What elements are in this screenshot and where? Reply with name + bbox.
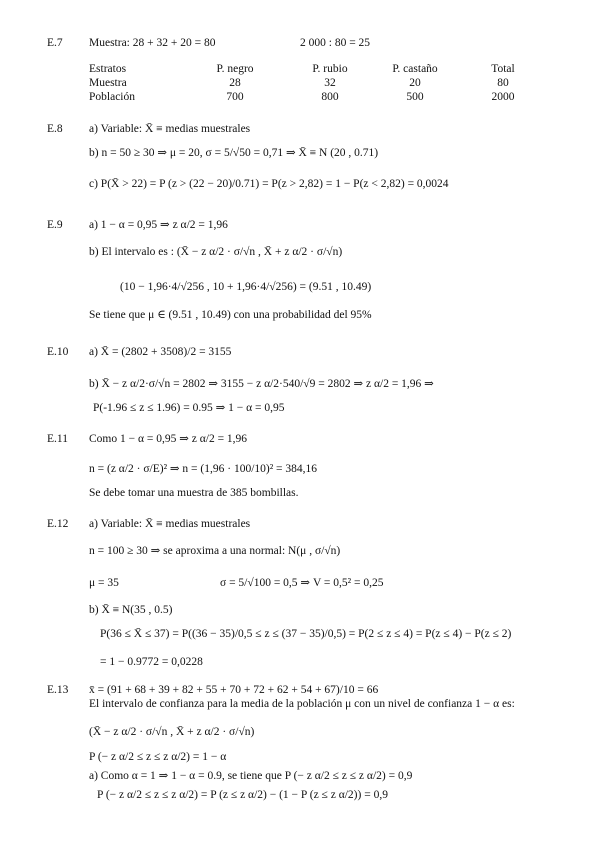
table-cell: 2000 — [491, 91, 515, 104]
e12-line-a: a) Variable: X̄ ≡ medias muestrales — [89, 518, 251, 530]
e13-line-d: P (− z α/2 ≤ z ≤ z α/2) = 1 − α — [89, 751, 227, 763]
table-header: P. castaño — [392, 63, 438, 76]
e10-line-b: b) X̄ − z α/2·σ/√n = 2802 ⇒ 3155 − z α/2·540/√9 = 2802 ⇒ z α/2 = 1,96 ⇒ — [89, 378, 434, 390]
table-header: Estratos — [89, 63, 127, 76]
e9-line-c: Se tiene que μ ∈ (9.51 , 10.49) con una probabilidad del 95% — [89, 309, 372, 321]
exercise-label-e8: E.8 — [47, 123, 63, 135]
e8-line-c: c) P(X̄ > 22) = P (z > (22 − 20)/0.71) = P(z > 2,82) = 1 − P(z < 2,82) = 0,0024 — [89, 178, 449, 190]
exercise-label-e11: E.11 — [47, 433, 68, 445]
e11-line-c: Se debe tomar una muestra de 385 bombillas. — [89, 487, 299, 499]
e11-line-a: Como 1 − α = 0,95 ⇒ z α/2 = 1,96 — [89, 433, 248, 445]
table-cell: 32 — [324, 77, 336, 90]
exercise-label-e13: E.13 — [47, 684, 69, 696]
e12-line-b: n = 100 ≥ 30 ⇒ se aproxima a una normal: N(μ , σ/√n) — [89, 545, 341, 557]
e13-line-f: P (− z α/2 ≤ z ≤ z α/2) = P (z ≤ z α/2) − (1 − P (z ≤ z α/2)) = 0,9 — [97, 789, 388, 801]
e12-line-d: b) X̄ ≡ N(35 , 0.5) — [89, 604, 173, 616]
table-header: P. rubio — [312, 63, 348, 76]
table-cell: 80 — [497, 77, 509, 90]
e10-line-c: P(-1.96 ≤ z ≤ 1.96) = 0.95 ⇒ 1 − α = 0,95 — [93, 402, 285, 414]
strata-table — [89, 63, 551, 105]
e13-line-c: (X̄ − z α/2 · σ/√n , X̄ + z α/2 · σ/√n) — [89, 726, 255, 738]
e12-line-c1: μ = 35 — [89, 577, 119, 589]
e11-line-b: n = (z α/2 · σ/E)² ⇒ n = (1,96 · 100/10)² = 384,16 — [89, 463, 318, 475]
exercise-label-e10: E.10 — [47, 346, 69, 358]
table-cell: 800 — [321, 91, 339, 104]
table-cell: Muestra — [89, 77, 127, 90]
table-cell: 700 — [226, 91, 244, 104]
e7-line1: Muestra: 28 + 32 + 20 = 80 — [89, 37, 216, 49]
table-row — [89, 77, 551, 91]
exercise-label-e12: E.12 — [47, 518, 69, 530]
e9-line-a: a) 1 − α = 0,95 ⇒ z α/2 = 1,96 — [89, 219, 228, 231]
e8-line-b: b) n = 50 ≥ 30 ⇒ μ = 20, σ = 5/√50 = 0,71 ⇒ X̄ ≡ N (20 , 0.71) — [89, 147, 379, 159]
e13-line-e: a) Como α = 1 ⇒ 1 − α = 0.9, se tiene que P (− z α/2 ≤ z ≤ z α/2) = 0,9 — [89, 770, 413, 782]
table-cell: 20 — [409, 77, 421, 90]
table-header-row — [89, 63, 551, 77]
e13-line-b: El intervalo de confianza para la media de la población μ con un nivel de confianza 1 − α es: — [89, 698, 515, 710]
e7-line1b: 2 000 : 80 = 25 — [300, 37, 371, 49]
e13-line-a: x̄ = (91 + 68 + 39 + 82 + 55 + 70 + 72 + 62 + 54 + 67)/10 = 66 — [89, 684, 379, 696]
e9-line-b2: (10 − 1,96·4/√256 , 10 + 1,96·4/√256) = (9.51 , 10.49) — [120, 281, 372, 293]
table-row — [89, 91, 551, 105]
e12-line-c2: σ = 5/√100 = 0,5 ⇒ V = 0,5² = 0,25 — [220, 577, 384, 589]
e8-line-a: a) Variable: X̄ ≡ medias muestrales — [89, 123, 251, 135]
e12-line-f: = 1 − 0.9772 = 0,0228 — [100, 656, 203, 668]
e12-line-e: P(36 ≤ X̄ ≤ 37) = P((36 − 35)/0,5 ≤ z ≤ (37 − 35)/0,5) = P(2 ≤ z ≤ 4) = P(z ≤ 4) − P(z ≤ 2) — [100, 628, 512, 640]
exercise-label-e7: E.7 — [47, 37, 63, 49]
e9-line-b: b) El intervalo es : (X̄ − z α/2 · σ/√n , X̄ + z α/2 · σ/√n) — [89, 246, 343, 258]
table-cell: 500 — [406, 91, 424, 104]
table-cell: 28 — [229, 77, 241, 90]
table-header: Total — [491, 63, 515, 76]
e10-line-a: a) X̄ = (2802 + 3508)/2 = 3155 — [89, 346, 232, 358]
table-header: P. negro — [216, 63, 254, 76]
exercise-label-e9: E.9 — [47, 219, 63, 231]
table-cell: Población — [89, 91, 135, 104]
